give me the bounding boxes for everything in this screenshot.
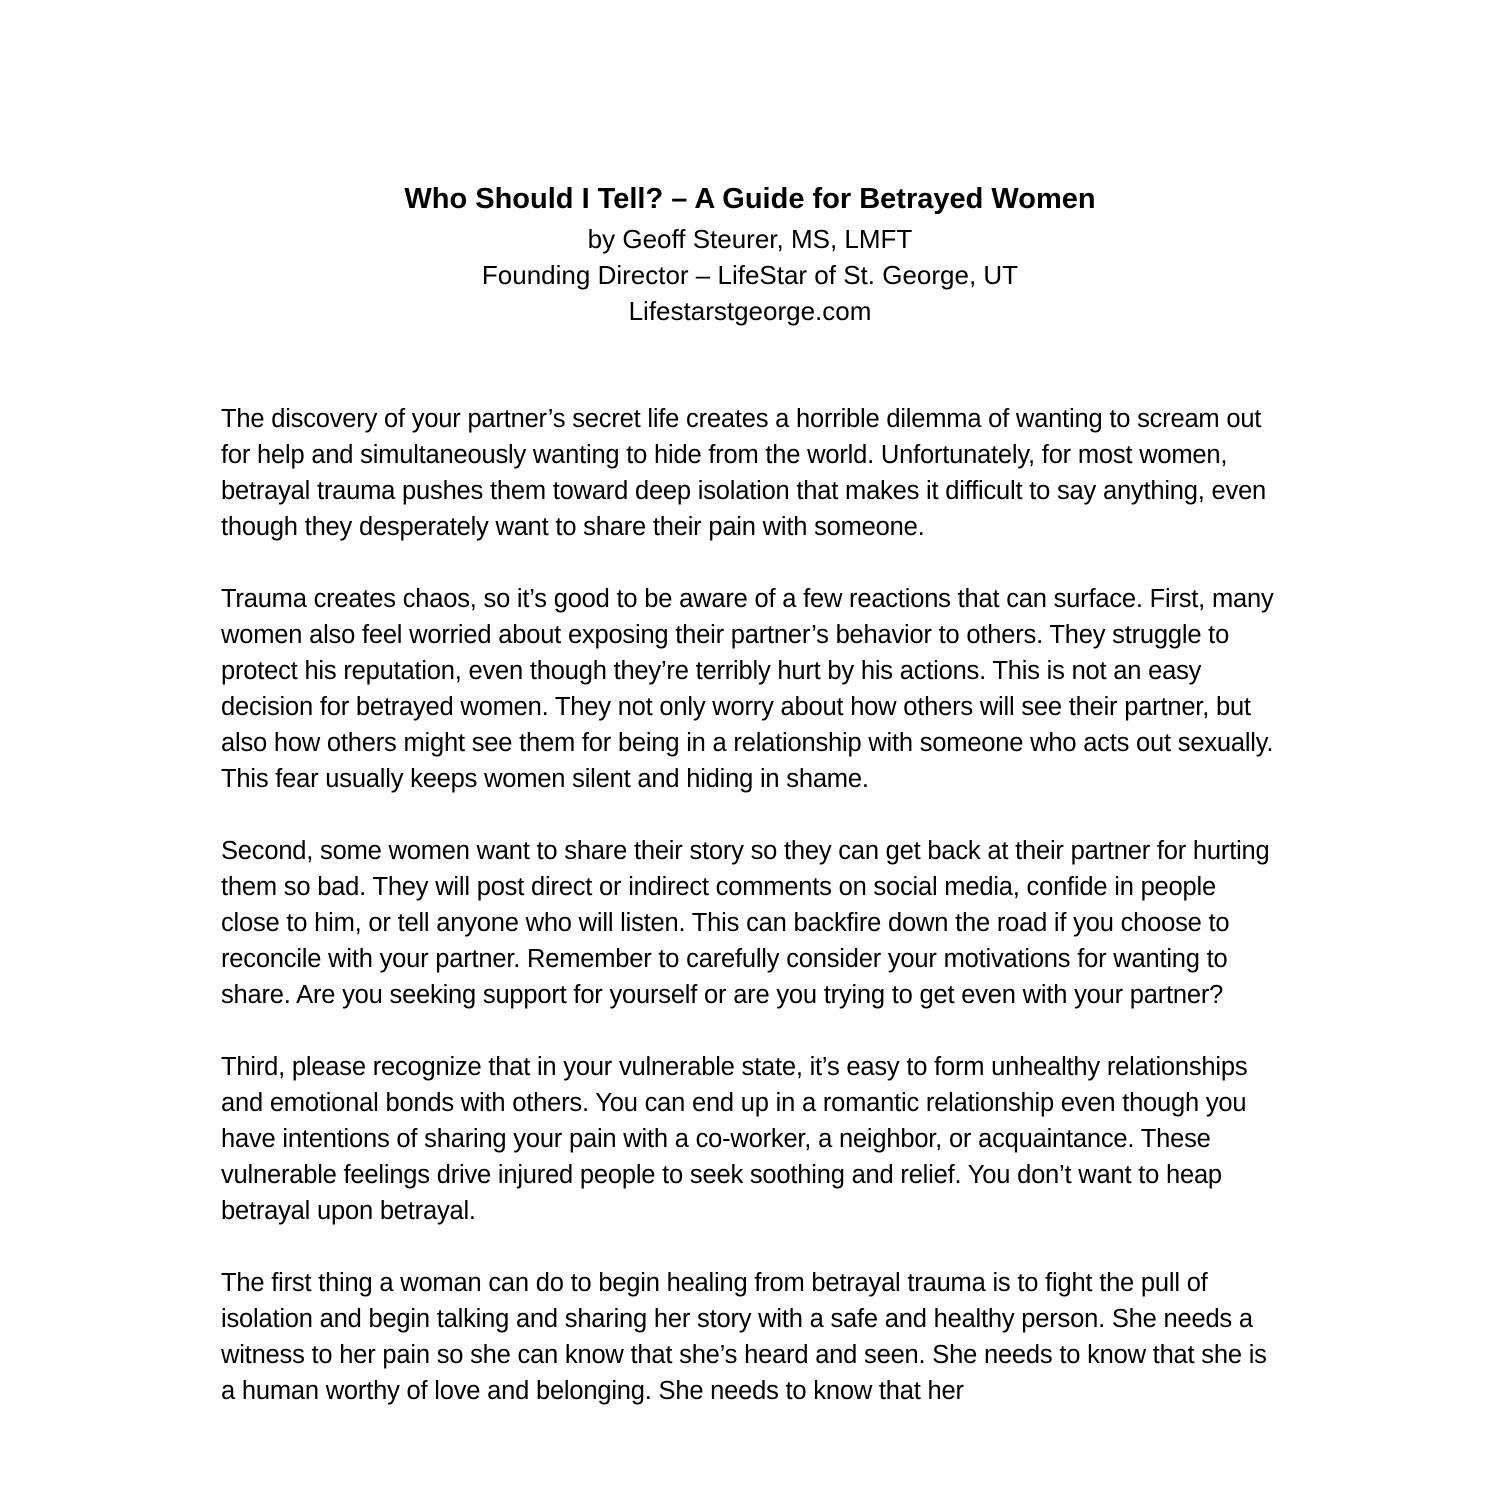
paragraph-1: The discovery of your partner’s secret life creates a horrible dilemma of wanting to scream out for help and simultaneously wanting to hide from the world. Unfortunately, for most women, betrayal trauma pushes them toward deep isolation that makes it difficult to say anything, even though they desperately want to share their pain with someone. bbox=[221, 405, 1267, 541]
paragraph-3: Second, some women want to share their story so they can get back at their partner for hurting them so bad. They will post direct or indirect comments on social media, confide in people close to him, or tell anyone who will listen. This can backfire down the road if you choose to reconcile with your partner. Remember to carefully consider your motivations for wanting to share. Are you seeking support for yourself or are you trying to get even with your partner? bbox=[221, 837, 1270, 1009]
paragraph-4: Third, please recognize that in your vulnerable state, it’s easy to form unhealthy relationships and emotional bonds with others. You can end up in a romantic relationship even though you have intentions of sharing your pain with a co-worker, a neighbor, or acquaintance. These vulnerable feelings drive injured people to seek soothing and relief. You don’t want to heap betrayal upon betrayal. bbox=[221, 1053, 1248, 1225]
paragraph-5: The first thing a woman can do to begin healing from betrayal trauma is to fight the pull of isolation and begin talking and sharing her story with a safe and healthy person. She needs a witness to her pain so she can know that she’s heard and seen. She needs to know that she is a human worthy of love and belonging. She needs to know that her bbox=[221, 1269, 1267, 1405]
author-byline: by Geoff Steurer, MS, LMFT bbox=[587, 224, 913, 254]
document-header bbox=[0, 178, 1500, 329]
document-title: Who Should I Tell? – A Guide for Betrayed Women bbox=[404, 183, 1096, 215]
document-body bbox=[221, 401, 1281, 1445]
author-affiliation: Founding Director – LifeStar of St. George, UT bbox=[481, 260, 1019, 290]
paragraph-2: Trauma creates chaos, so it’s good to be aware of a few reactions that can surface. First, many women also feel worried about exposing their partner’s behavior to others. They struggle to protect his reputation, even though they’re terribly hurt by his actions. This is not an easy decision for betrayed women. They not only worry about how others will see their partner, but also how others might see them for being in a relationship with someone who acts out sexually. This fear usually keeps women silent and hiding in shame. bbox=[221, 585, 1274, 793]
website-text: Lifestarstgeorge.com bbox=[628, 296, 872, 326]
